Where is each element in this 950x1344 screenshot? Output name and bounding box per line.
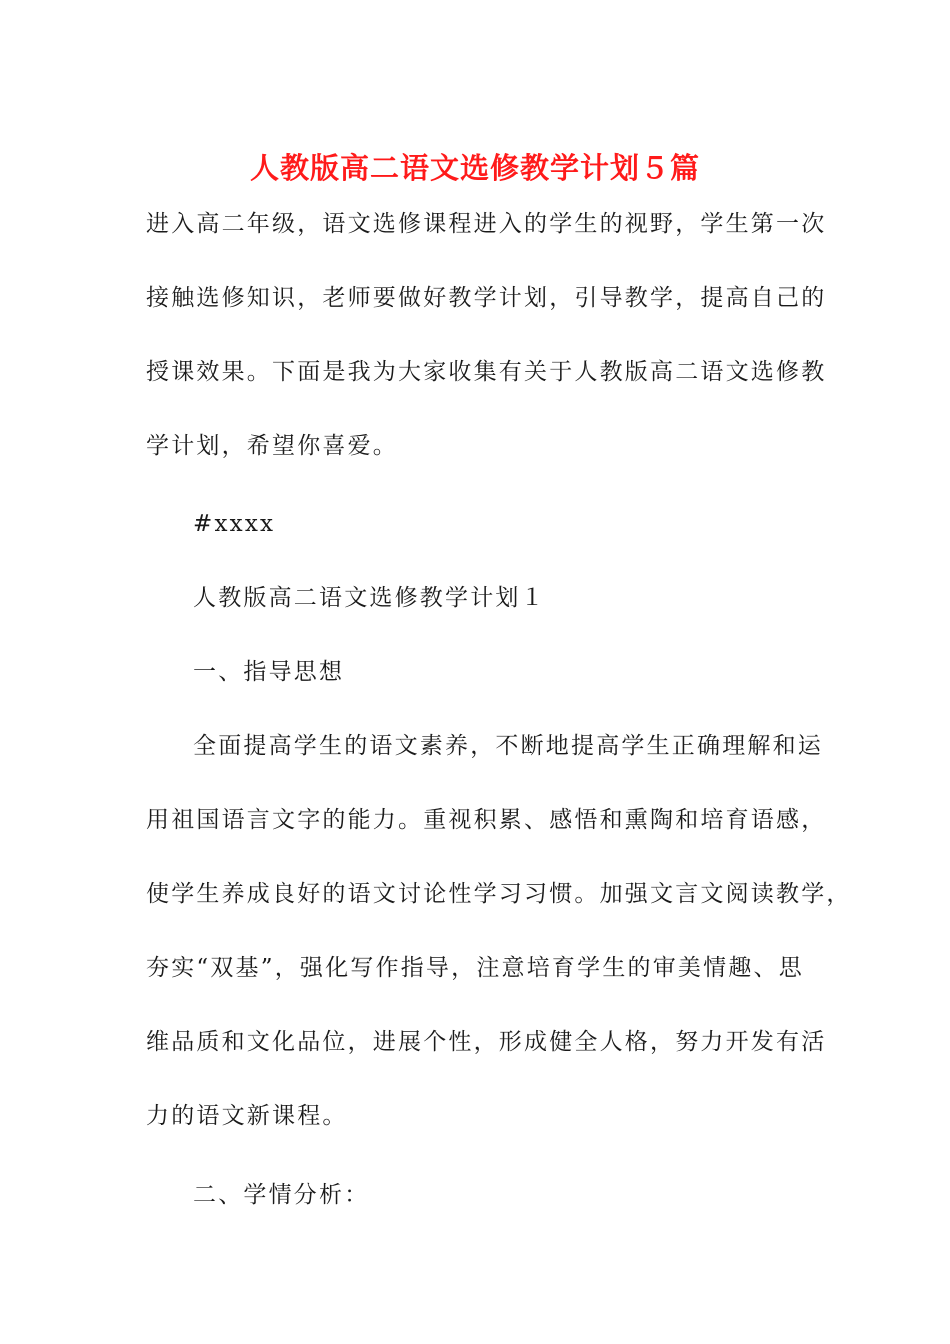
body-line: 用祖国语言文字的能力。重视积累、感悟和熏陶和培育语感， — [146, 807, 827, 833]
body-line: 全面提高学生的语文素养，不断地提高学生正确理解和运 — [193, 733, 823, 759]
heading-2-paragraph — [146, 1158, 806, 1232]
body-line: 使学生养成良好的语文讨论性学习习惯。加强文言文阅读教学， — [146, 881, 852, 907]
heading-guiding-ideology: 一、指导思想 — [193, 659, 345, 685]
body-paragraph — [146, 709, 852, 1153]
placeholder-text: #xxxx — [193, 511, 276, 537]
intro-line: 授课效果。下面是我为大家收集有关于人教版高二语文选修教 — [146, 359, 827, 385]
section-title: 人教版高二语文选修教学计划１ — [193, 585, 546, 611]
intro-line: 学计划，希望你喜爱。 — [146, 433, 398, 459]
body-line: 力的语文新课程。 — [146, 1103, 348, 1129]
heading-1-paragraph — [146, 635, 806, 709]
section-title-paragraph — [146, 561, 806, 635]
document-title: 人教版高二语文选修教学计划５篇 — [249, 151, 700, 185]
intro-line: 接触选修知识，老师要做好教学计划，引导教学，提高自己的 — [146, 285, 827, 311]
intro-paragraph — [146, 187, 827, 483]
body-line: 维品质和文化品位，进展个性，形成健全人格，努力开发有活 — [146, 1029, 827, 1055]
heading-learning-analysis: 二、学情分析： — [193, 1182, 370, 1208]
intro-line: 进入高二年级，语文选修课程进入的学生的视野，学生第一次 — [146, 211, 827, 237]
body-line: 夯实“双基”，强化写作指导，注意培育学生的审美情趣、思 — [146, 955, 804, 981]
placeholder-paragraph — [146, 487, 806, 561]
